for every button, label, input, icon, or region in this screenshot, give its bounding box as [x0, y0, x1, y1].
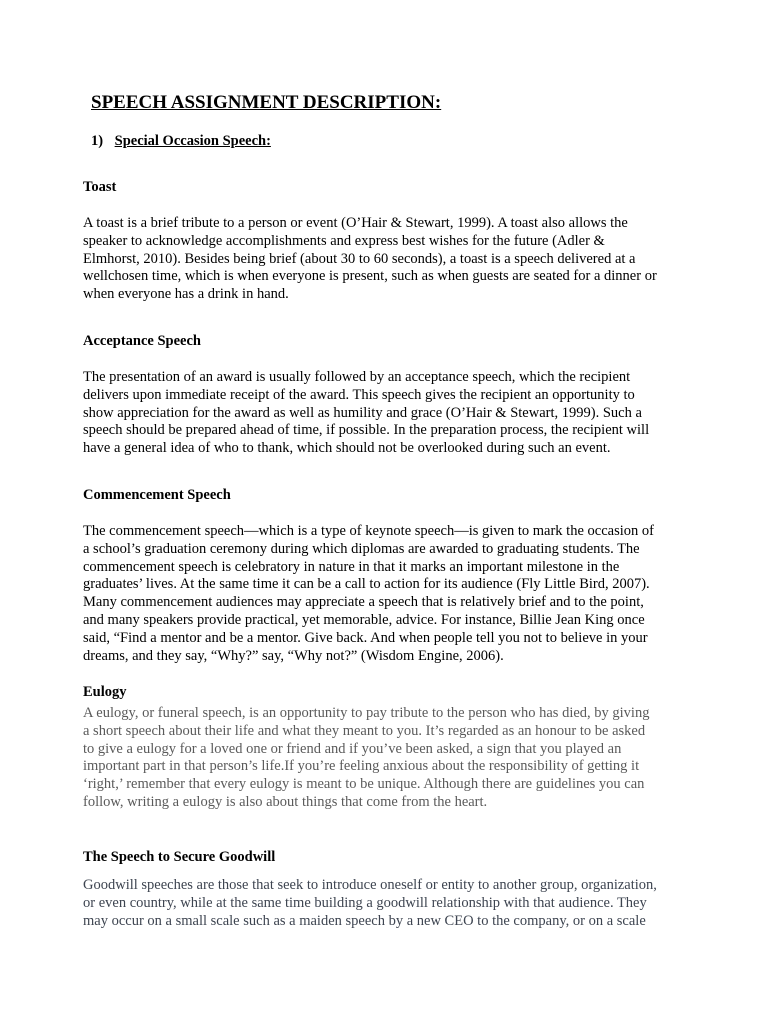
text-line: a short speech about their life and what they meant to you. It’s regarded as an honour to be asked: [83, 722, 646, 739]
text-line: and many speakers provide practical, yet memorable, advice. For instance, Billie Jean King once: [83, 611, 645, 628]
text-line: a school’s graduation ceremony during which diplomas are awarded to graduating students. The: [83, 540, 640, 557]
text-line: Elmhorst, 2010). Besides being brief (about 30 to 60 seconds), a toast is a speech delivered at a: [83, 250, 636, 267]
text-line: said, “Find a mentor and be a mentor. Give back. And when people tell you not to believe in your: [83, 629, 648, 646]
text-line: dreams, and they say, “Why?” say, “Why not?” (Wisdom Engine, 2006).: [83, 647, 504, 664]
section-heading-commencement: Commencement Speech: [83, 487, 231, 503]
text-line: speech should be prepared ahead of time, if possible. In the preparation process, the recipient will: [83, 422, 650, 439]
section-body-toast: [83, 215, 683, 304]
text-line: or even country, while at the same time building a goodwill relationship with that audience. They: [83, 894, 647, 911]
text-line: commencement speech is celebratory in nature in that it marks an important milestone in the: [83, 558, 620, 575]
list-item-heading: [91, 133, 271, 150]
text-line: speaker to acknowledge accomplishments and express best wishes for the future (Adler &: [83, 232, 605, 249]
text-line: A toast is a brief tribute to a person or event (O’Hair & Stewart, 1999). A toast also allows the: [83, 215, 628, 231]
text-line: may occur on a small scale such as a maiden speech by a new CEO to the company, or on a scale: [83, 912, 646, 929]
list-item-label: Special Occasion Speech:: [114, 133, 271, 149]
text-line: delivers upon immediate receipt of the award. This speech gives the recipient an opportunity to: [83, 386, 635, 403]
text-line: important part in that person’s life.If you’re feeling anxious about the responsibility of getting it: [83, 758, 640, 775]
text-line: Many commencement audiences may appreciate a speech that is relatively brief and to the point,: [83, 594, 644, 611]
section-body-eulogy: [83, 705, 683, 812]
text-line: A eulogy, or funeral speech, is an opportunity to pay tribute to the person who has died, by giving: [83, 705, 650, 721]
text-line: when everyone has a drink in hand.: [83, 286, 289, 303]
list-item-number: 1): [91, 133, 104, 149]
text-line: follow, writing a eulogy is also about things that come from the heart.: [83, 793, 488, 810]
text-line: wellchosen time, which is when everyone is present, such as when guests are seated for a dinner or: [83, 268, 657, 285]
text-line: to give a eulogy for a loved one or friend and if you’ve been asked, a sign that you played an: [83, 740, 622, 757]
text-line: The presentation of an award is usually followed by an acceptance speech, which the recipient: [83, 369, 631, 385]
document-title: SPEECH ASSIGNMENT DESCRIPTION:: [91, 92, 442, 113]
text-line: show appreciation for the award as well as humility and grace (O’Hair & Stewart, 1999). Such a: [83, 404, 642, 421]
section-body-acceptance: [83, 369, 683, 458]
text-line: have a general idea of who to thank, which should not be overlooked during such an event.: [83, 440, 611, 457]
text-line: The commencement speech—which is a type of keynote speech—is given to mark the occasion of: [83, 523, 654, 539]
text-line: ‘right,’ remember that every eulogy is meant to be unique. Although there are guidelines you can: [83, 776, 645, 793]
section-heading-goodwill: The Speech to Secure Goodwill: [83, 849, 276, 865]
text-line: graduates’ lives. At the same time it can be a call to action for its audience (Fly Little Bird, 2007).: [83, 576, 650, 593]
section-heading-eulogy: Eulogy: [83, 684, 127, 700]
section-heading-toast: Toast: [83, 179, 117, 195]
section-body-goodwill: [83, 877, 683, 930]
section-body-commencement: [83, 523, 683, 665]
text-line: Goodwill speeches are those that seek to introduce oneself or entity to another group, organization,: [83, 877, 657, 893]
section-heading-acceptance: Acceptance Speech: [83, 333, 201, 349]
